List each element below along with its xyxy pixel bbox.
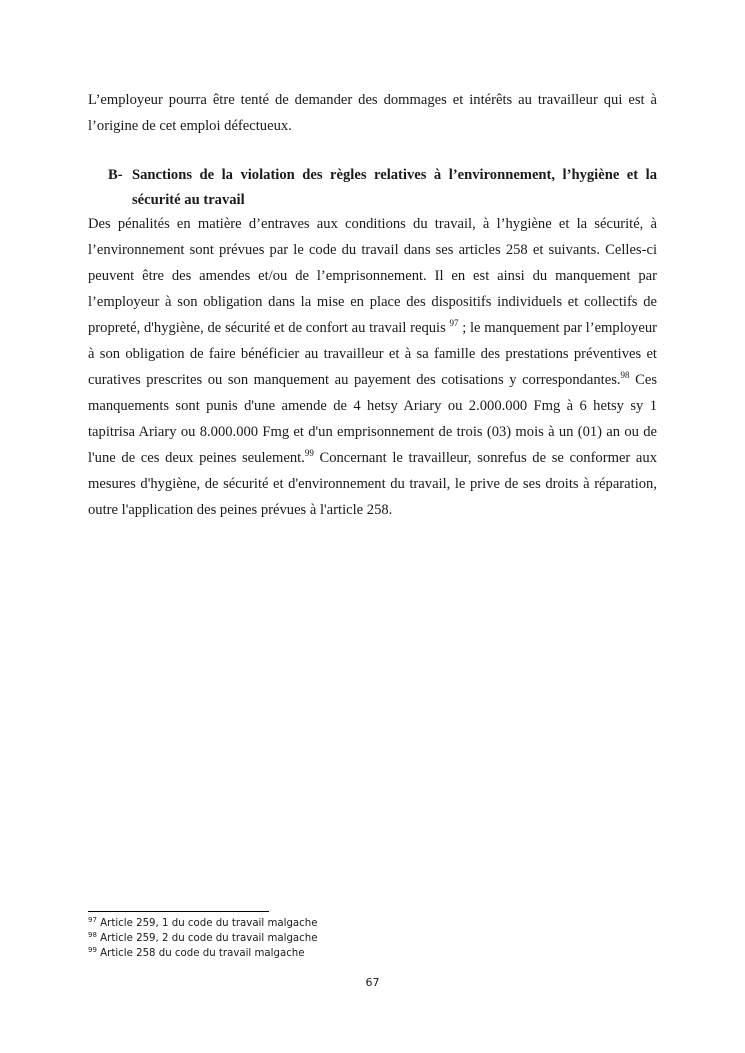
footnote-text: Article 258 du code du travail malgache (100, 948, 305, 959)
main-paragraph (88, 211, 657, 523)
section-marker: B- (108, 167, 123, 183)
main-paragraph-text: Concernant le travailleur, sonrefus de se conformer aux mesures d'hygiène, de sécurité et d'environnement du travail, le prive de ses droits à réparation, outre l'application des peines prévues à l'article 258. (88, 450, 657, 518)
footnote-number: 97 (88, 916, 97, 924)
footnote-number: 98 (88, 931, 97, 939)
footnote-divider (88, 911, 269, 912)
section-title: Sanctions de la violation des règles relatives à l’environnement, l’hygiène et la sécurité au travail (132, 167, 657, 208)
footnote (88, 946, 657, 961)
footnote (88, 931, 657, 946)
main-paragraph-text: Ces manquements sont punis d'une amende de 4 hetsy Ariary ou 2.000.000 Fmg à 6 hetsy sy 1 tapitrisa Ariary ou 8.000.000 Fmg et d'un emprisonnement de trois (03) mois à un (01) an ou de l'une de ces deux peines seulement. (88, 372, 657, 466)
intro-paragraph: L’employeur pourra être tenté de demander des dommages et intérêts au travailleur qui est à l’origine de cet emploi défectueux. (88, 92, 657, 134)
section-heading (108, 163, 657, 213)
footnote-text: Article 259, 2 du code du travail malgache (100, 933, 318, 944)
footnote (88, 916, 657, 931)
footnote-reference[interactable]: 97 (449, 318, 459, 328)
footnote-text: Article 259, 1 du code du travail malgache (100, 918, 318, 929)
footnote-reference[interactable]: 99 (304, 448, 314, 458)
footnote-reference[interactable]: 98 (620, 370, 630, 380)
footnotes (88, 916, 657, 961)
main-paragraph-text: ; le manquement par l’employeur à son obligation de faire bénéficier au travailleur et à sa famille des prestations préventives et curatives prescrites ou son manquement au payement des cotisations y correspondantes. (88, 320, 657, 388)
footnote-number: 99 (88, 946, 97, 954)
main-paragraph-text: Des pénalités en matière d’entraves aux conditions du travail, à l’hygiène et la sécurité, à l’environnement sont prévues par le code du travail dans ses articles 258 et suivants. Celles-ci peuvent être des amendes et/ou de l’emprisonnement. Il en est ainsi du manquement par l’employeur à son obligation dans la mise en place des dispositifs individuels et collectifs de propreté, d'hygiène, de sécurité et de confort au travail requis (88, 216, 657, 336)
page-number: 67 (365, 976, 380, 989)
